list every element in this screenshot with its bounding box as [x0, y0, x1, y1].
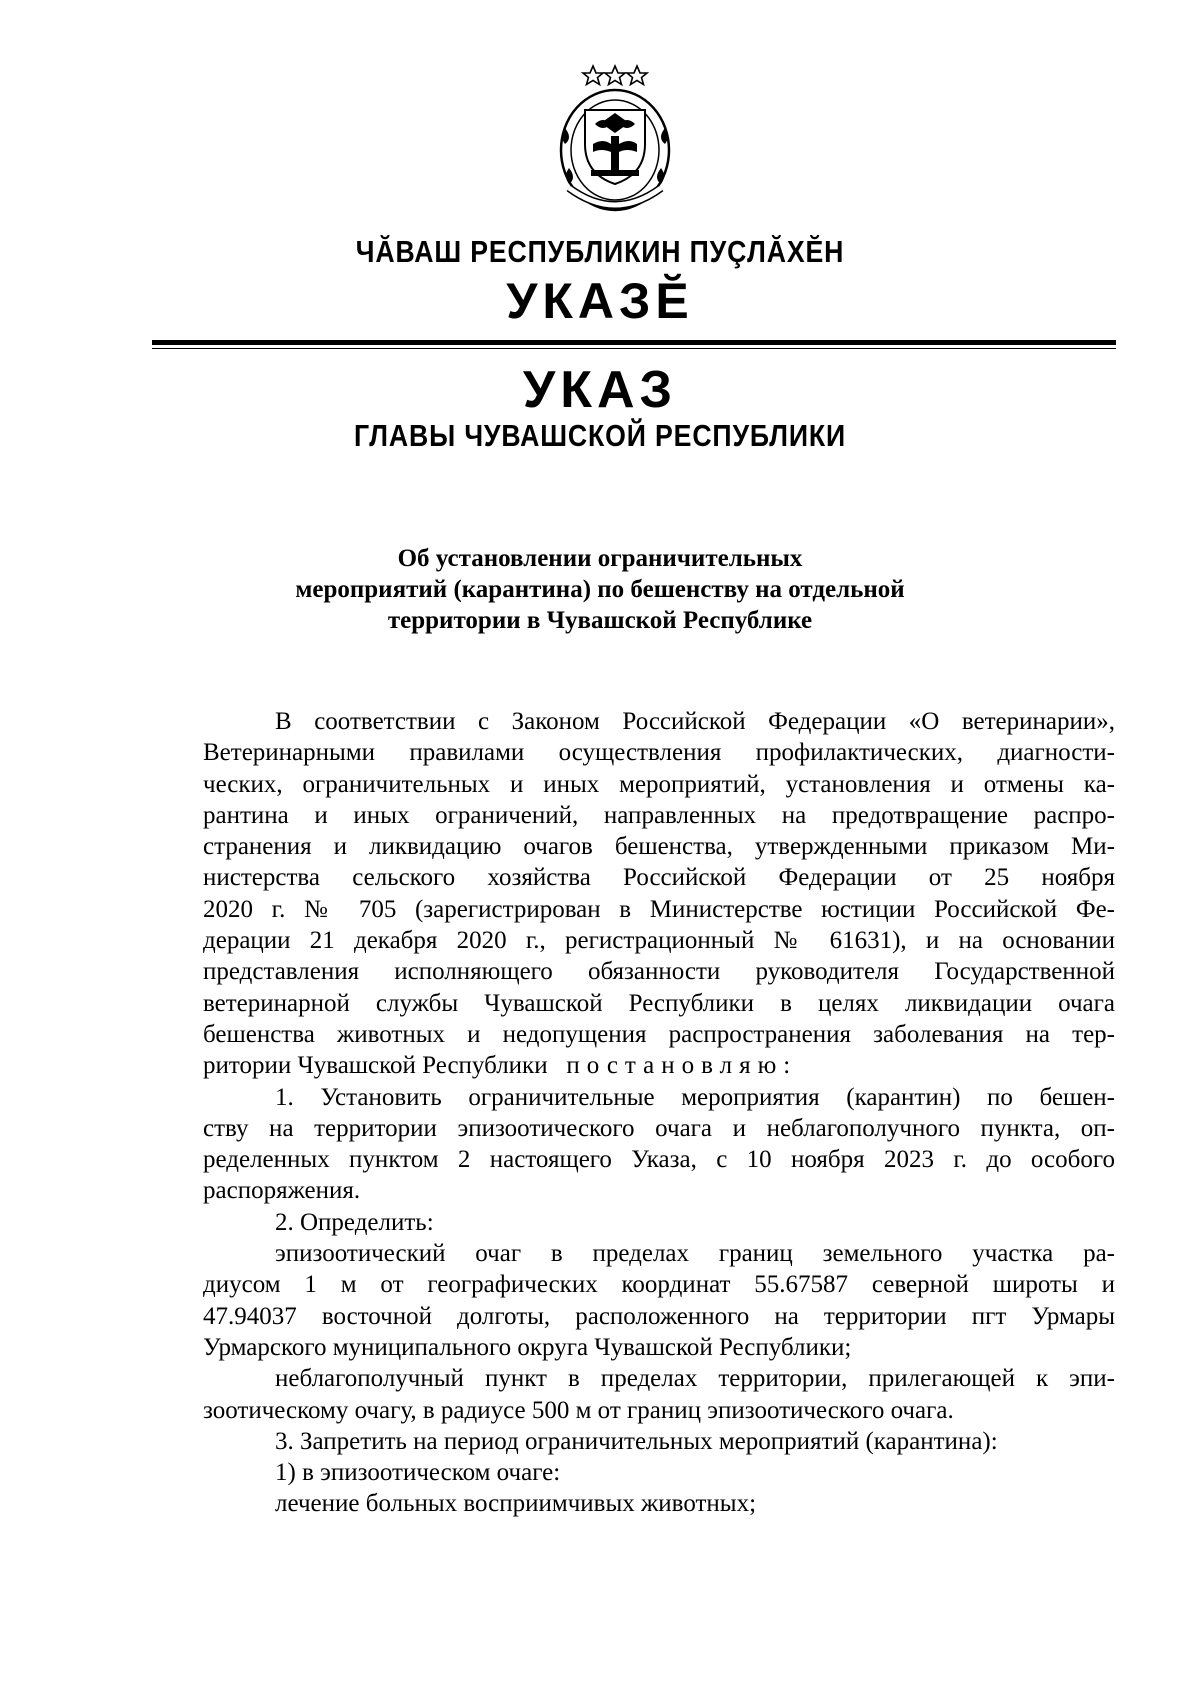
header-divider-thin — [152, 348, 1116, 349]
body-line: Ветеринарными правилами осуществления профилактических, диагности- — [203, 739, 1115, 767]
body-line: нистерства сельского хозяйства Российской Федерации от 25 ноября — [203, 864, 1115, 892]
body-line — [203, 1050, 1115, 1081]
decree-title-line: Об установлении ограничительных — [397, 545, 803, 572]
header-ukaze: УКАЗĔ — [506, 273, 694, 329]
body-line: 2. Определить: — [275, 1208, 434, 1236]
body-line: странения и ликвидацию очагов бешенства, утвержденными приказом Ми- — [203, 833, 1115, 861]
decree-operative-word: постановляю: — [566, 1052, 798, 1080]
body-line: диусом 1 м от географических координат 55.67587 северной широты и — [203, 1271, 1115, 1299]
body-line: ческих, ограничительных и иных мероприятий, установления и отмены ка- — [203, 770, 1115, 798]
body-line: дерации 21 декабря 2020 г., регистрационный № 61631), и на основании — [203, 927, 1115, 955]
decree-title-line: территории в Чувашской Республике — [387, 607, 813, 634]
body-line: ству на территории эпизоотического очага и неблагополучного пункта, оп- — [203, 1114, 1115, 1142]
header-chuvash-title: ЧĂВАШ РЕСПУБЛИКИН ПУÇЛĂХĔН — [355, 234, 845, 269]
body-line: представления исполняющего обязанности руководителя Государственной — [203, 958, 1115, 986]
body-line-text: ритории Чувашской Республики — [203, 1052, 548, 1080]
body-line: 1) в эпизоотическом очаге: — [275, 1459, 561, 1487]
body-line: 2020 г. № 705 (зарегистрирован в Министерстве юстиции Российской Фе- — [203, 895, 1115, 923]
body-line: ветеринарной службы Чувашской Республики в целях ликвидации очага — [203, 989, 1115, 1017]
body-line: неблагополучный пункт в пределах территории, прилегающей к эпи- — [275, 1365, 1115, 1393]
body-line: 3. Запретить на период ограничительных мероприятий (карантина): — [275, 1427, 998, 1455]
body-line: В соответствии с Законом Российской Федерации «О ветеринарии», — [275, 708, 1115, 735]
body-line: распоряжения. — [203, 1177, 361, 1205]
body-line: 1. Установить ограничительные мероприятия (карантин) по бешен- — [275, 1083, 1115, 1111]
body-line: эпизоотический очаг в пределах границ земельного участка ра- — [275, 1240, 1115, 1268]
decree-body — [203, 706, 1115, 1520]
body-line: бешенства животных и недопущения распространения заболевания на тер- — [203, 1020, 1115, 1048]
header-ukaz: УКАЗ — [522, 361, 678, 419]
body-line: зоотическому очагу, в радиусе 500 м от границ эпизоотического очага. — [203, 1396, 954, 1424]
body-line: Урмарского муниципального округа Чувашской Республики; — [203, 1333, 852, 1361]
decree-title-line: мероприятий (карантина) по бешенству на отдельной — [295, 576, 905, 603]
header-divider-thick — [152, 340, 1116, 345]
header-russian-title: ГЛАВЫ ЧУВАШСКОЙ РЕСПУБЛИКИ — [353, 418, 847, 453]
body-line: рантина и иных ограничений, направленных на предотвращение распро- — [203, 801, 1115, 829]
decree-title — [200, 543, 1000, 636]
body-line: ределенных пунктом 2 настоящего Указа, с 10 ноября 2023 г. до особого — [203, 1146, 1115, 1174]
body-line: лечение больных восприимчивых животных; — [275, 1490, 757, 1518]
body-line: 47.94037 восточной долготы, расположенного на территории пгт Урмары — [203, 1302, 1115, 1330]
coat-of-arms-emblem — [555, 58, 675, 218]
